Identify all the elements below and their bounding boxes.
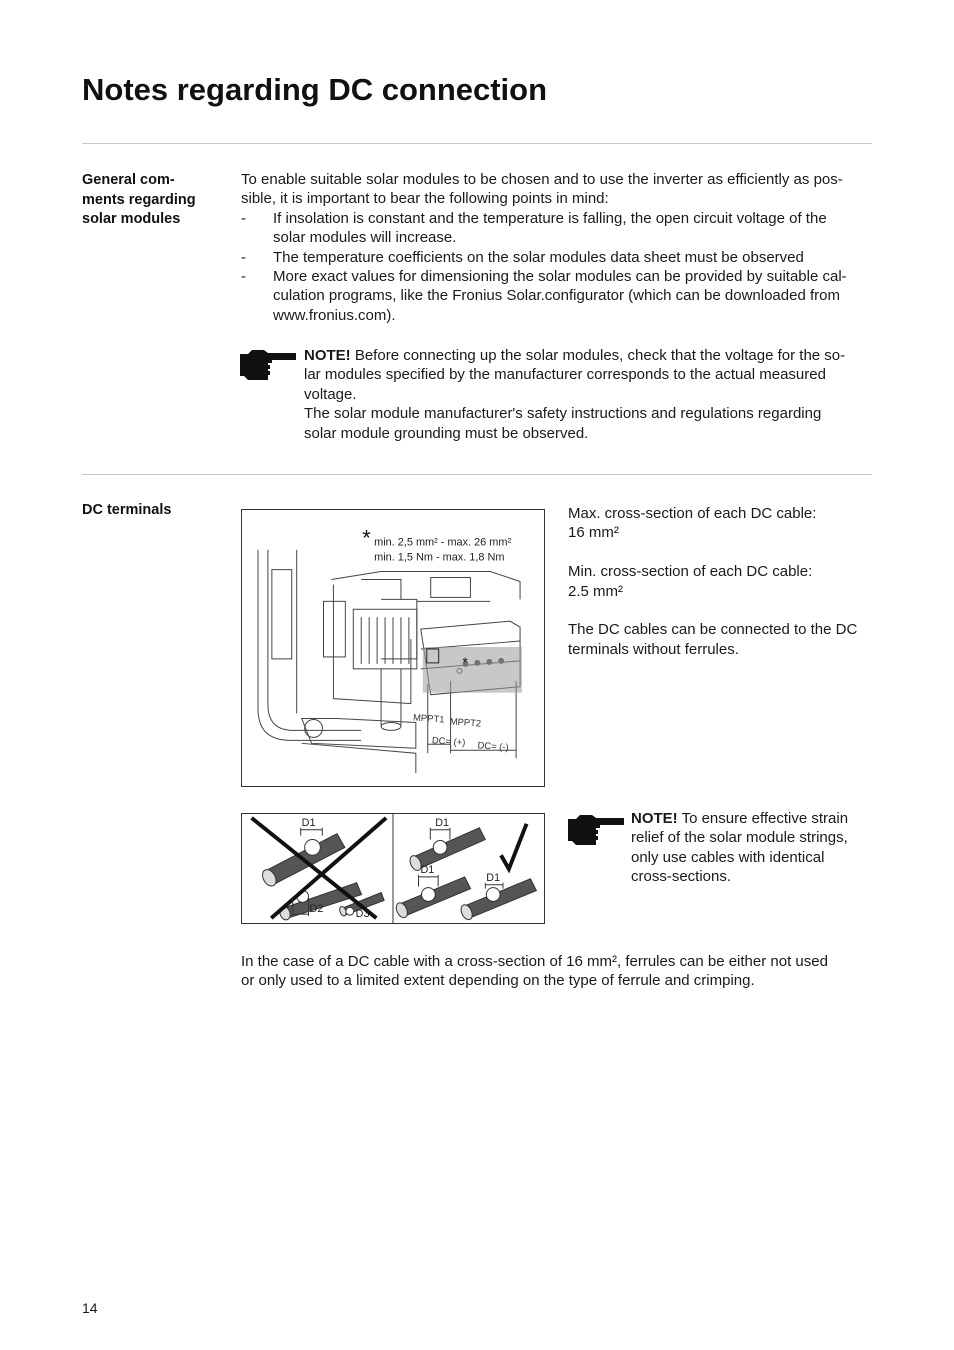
d1-top-label: D1 [435,816,450,829]
mppt2-label: MPPT2 [449,715,482,729]
terminal-asterisk: * [462,653,468,670]
checkmark-icon [501,824,527,869]
ferrule-paragraph: In the case of a DC cable with a cross-section of 16 mm², ferrules can be either not used or only used to a limited extent depending on the type of ferrule and crimping. [241,953,828,990]
mppt1-label: MPPT1 [412,711,445,725]
spec-torque: min. 1,5 Nm - max. 1,8 Nm [374,551,505,564]
d1-left-label: D1 [420,863,435,876]
section-heading-solar-modules: General com- ments regarding solar modules [82,172,196,227]
note-box: NOTE! Before connecting up the solar modules, check that the voltage for the so- lar modules specified by the manufacturer corresponds to the actual measured voltage. The solar module manufacturer's safety instructions and regulations regarding solar module grounding must be observed. [304,347,846,442]
note-box: NOTE! To ensure effective strain relief of the solar module strings, only use cables with identical cross-sections. [631,810,849,886]
dc-minus-label: DC= (-) [477,739,510,753]
d1-wrong-label: D1 [301,816,316,829]
page-number: 14 [82,1300,98,1316]
dc-terminal-illustration [241,509,545,787]
spec-cross-section: min. 2,5 mm² - max. 26 mm² [374,536,512,549]
spec-asterisk: * [362,525,371,551]
dc-terminal-specs: Max. cross-section of each DC cable: 16 mm² Min. cross-section of each DC cable: 2.5 mm² The DC cables can be connected to the DC terminals without ferrules. [568,505,858,658]
page-title: Notes regarding DC connection [82,72,548,107]
d2-label: D2 [309,903,324,916]
section-heading-dc-terminals: DC terminals [82,502,172,518]
pointing-hand-icon [238,347,298,385]
list-item: - More exact values for dimensioning the solar modules can be provided by suitable cal- culation programs, like the Fronius Solar.configurator (which can be downloaded from www.fronius.com). [241,268,847,324]
cable-cross-section-illustration [241,813,545,924]
d3-label: D3 [355,908,370,921]
divider [82,474,872,475]
d1-right-label: D1 [486,871,501,884]
pointing-hand-icon [566,812,626,850]
solar-modules-text: To enable suitable solar modules to be chosen and to use the inverter as efficiently as pos- sible, it is important to bear the following points in mind: - If insolation is constant and the temperature is falling, the open circuit voltage of the solar modules will increase. - The temperature coefficients on the solar modules data sheet must be observed - More exact values for dimensioning the solar modules can be provided by suitable cal- culation programs, like the Fronius Solar.configurator (which can be downloaded from www.fronius.com). [241,170,881,325]
list-item: - If insolation is constant and the temperature is falling, the open circuit voltage of the solar modules will increase. [241,209,827,247]
divider [82,143,872,144]
list-item: - The temperature coefficients on the solar modules data sheet must be observed [241,248,804,266]
dc-plus-label: DC= (+) [431,734,466,748]
